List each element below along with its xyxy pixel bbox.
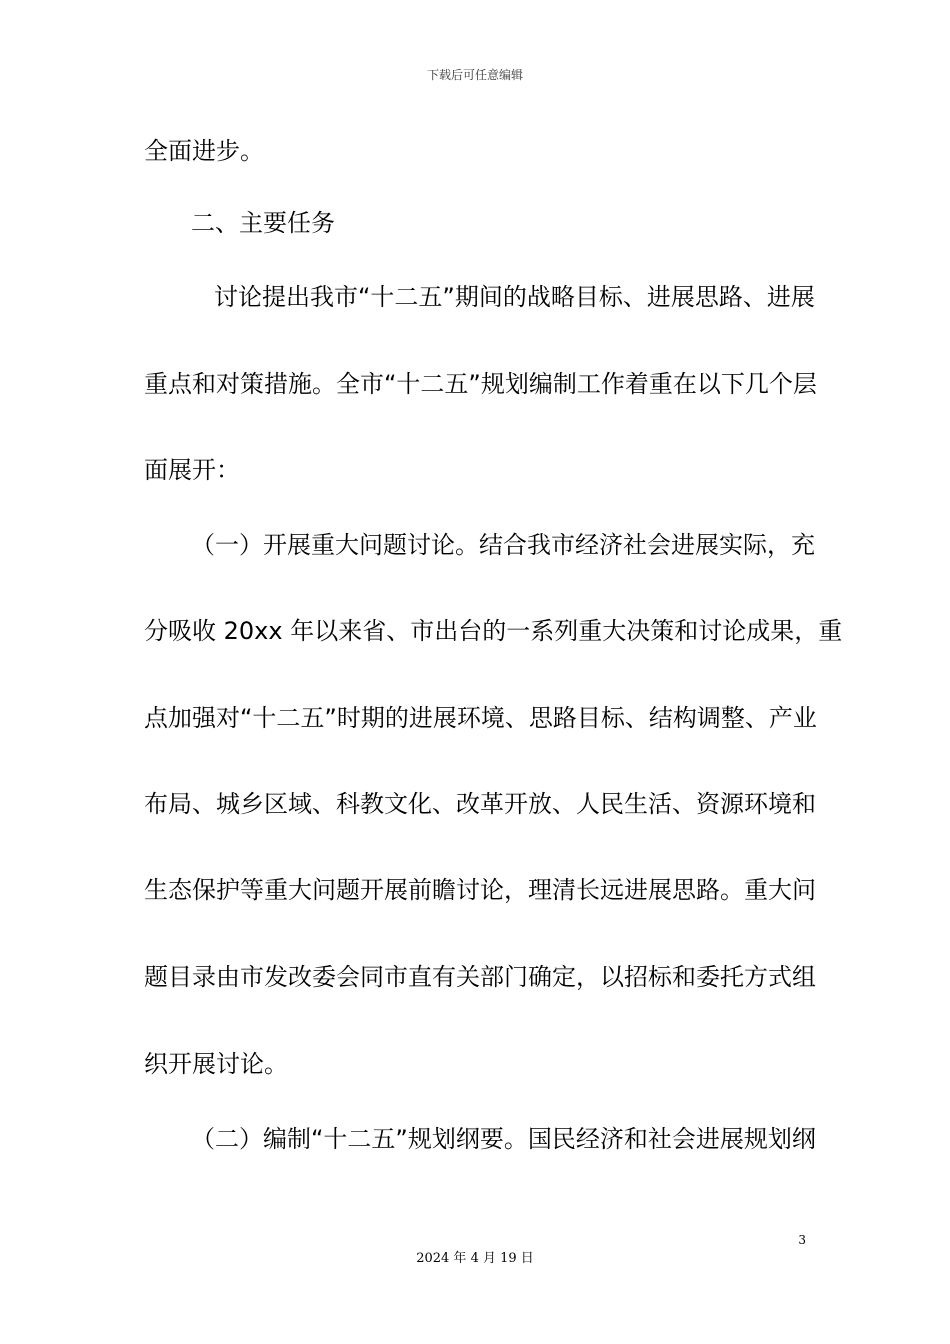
body-line: 题目录由市发改委会同市直有关部门确定，以招标和委托方式组 <box>144 963 816 991</box>
body-line: 织开展讨论。 <box>144 1050 288 1078</box>
body-line: （二）编制“十二五”规划纲要。国民经济和社会进展规划纲 <box>191 1125 816 1153</box>
body-line: （一）开展重大问题讨论。结合我市经济社会进展实际，充 <box>191 531 815 559</box>
body-line: 布局、城乡区域、科教文化、改革开放、人民生活、资源环境和 <box>144 790 816 818</box>
section-heading: 二、主要任务 <box>191 209 335 237</box>
page-header: 下载后可任意编辑 <box>426 68 523 82</box>
footer-date: 2024 年 4 月 19 日 <box>416 1251 534 1266</box>
body-line: 分吸收 20xx 年以来省、市出台的一系列重大决策和讨论成果，重 <box>144 617 843 645</box>
body-line: 讨论提出我市“十二五”期间的战略目标、进展思路、进展 <box>214 283 815 311</box>
body-line: 面展开： <box>144 456 240 484</box>
body-line: 生态保护等重大问题开展前瞻讨论，理清长远进展思路。重大问 <box>144 876 816 904</box>
body-line: 点加强对“十二五”时期的进展环境、思路目标、结构调整、产业 <box>144 704 817 732</box>
body-line: 全面进步。 <box>144 137 264 165</box>
page-number: 3 <box>798 1233 806 1247</box>
body-line: 重点和对策措施。全市“十二五”规划编制工作着重在以下几个层 <box>144 370 817 398</box>
